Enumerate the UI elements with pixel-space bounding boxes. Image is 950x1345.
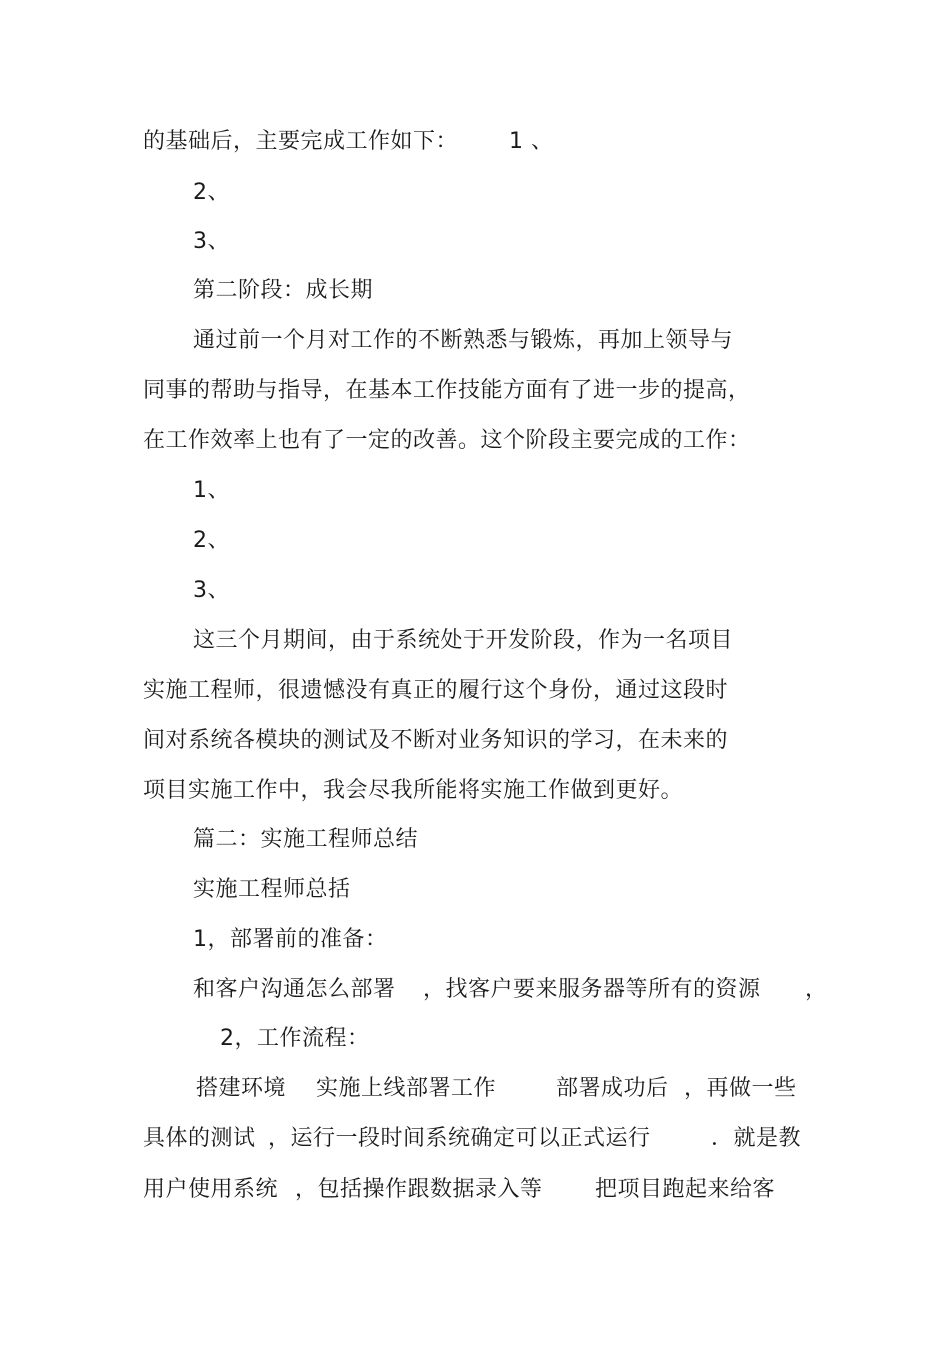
paragraph-line: 这三个月期间，由于系统处于开发阶段，作为一名项目 (193, 628, 734, 653)
list-item-2: 2、 (193, 180, 230, 205)
paragraph-line: 间对系统各模块的测试及不断对业务知识的学习，在未来的 (143, 728, 729, 753)
text-segment: 把项目跑起来给客 (595, 1177, 776, 1202)
text-segment: 的基础后，主要完成工作如下： (143, 129, 459, 154)
text-segment: 搭建环境 (196, 1076, 287, 1101)
paragraph-line (143, 1176, 776, 1316)
text-segment: ，运行一段时间系统确定可以正式运行 (268, 1126, 651, 1151)
text-segment: 实施上线部署工作 (316, 1076, 497, 1101)
text-segment: 部署成功后 (556, 1076, 669, 1101)
text-segment: ，找客户要来服务器等所有的资源 (423, 977, 761, 1002)
paragraph-line: 同事的帮助与指导，在基本工作技能方面有了进一步的提高， (143, 378, 751, 403)
list-item-3: 3、 (193, 229, 230, 254)
section-heading: 篇二：实施工程师总结 (193, 827, 419, 852)
paragraph-line: 项目实施工作中，我会尽我所能将实施工作做到更好。 (143, 778, 684, 803)
text-segment: ，再做一些 (684, 1076, 797, 1101)
numbered-heading: 2，工作流程： (220, 1026, 370, 1051)
subheading: 实施工程师总括 (193, 877, 351, 902)
text-segment: 具体的测试 (143, 1126, 256, 1151)
text-segment: 和客户沟通怎么部署 (193, 977, 396, 1002)
paragraph-line: 实施工程师，很遗憾没有真正的履行这个身份，通过这段时 (143, 678, 729, 703)
text-segment: ， (805, 977, 828, 1002)
numbered-heading: 1，部署前的准备： (193, 927, 388, 952)
text-segment: ．就是教 (711, 1126, 802, 1151)
paragraph-line: 通过前一个月对工作的不断熟悉与锻炼，再加上领导与 (193, 328, 734, 353)
list-item-2: 2、 (193, 528, 230, 553)
text-segment: ，包括操作跟数据录入等 (295, 1177, 543, 1202)
text-line-1 (143, 128, 554, 240)
text-segment: 用户使用系统 (143, 1177, 279, 1202)
list-item-3: 3、 (193, 578, 230, 603)
paragraph-line: 在工作效率上也有了一定的改善。这个阶段主要完成的工作： (143, 428, 751, 453)
list-number: 1 、 (509, 129, 554, 154)
section-heading: 第二阶段：成长期 (193, 278, 374, 303)
list-item-1: 1、 (193, 478, 230, 503)
